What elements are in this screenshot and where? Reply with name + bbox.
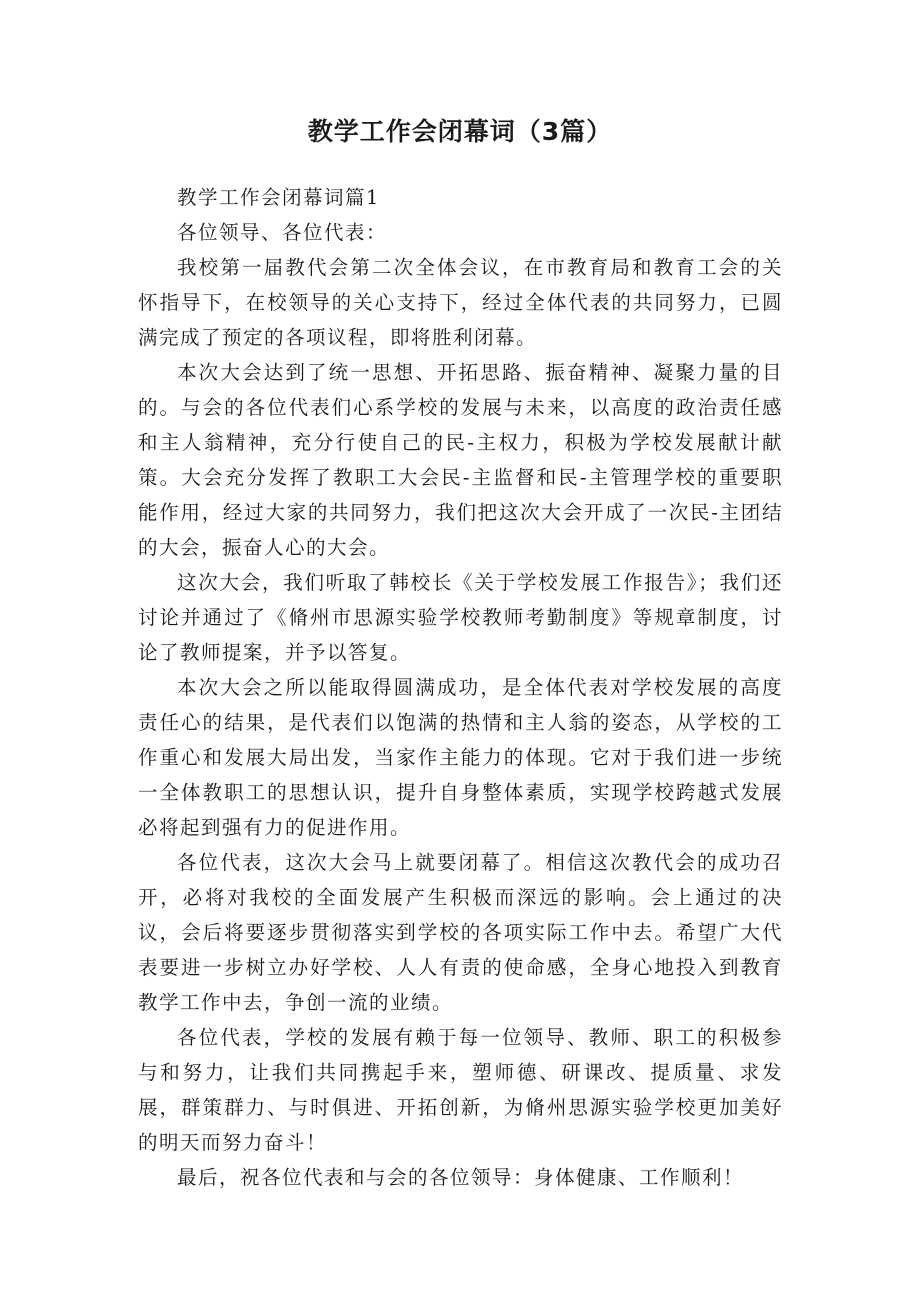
document-body [138, 180, 783, 1195]
body-paragraph: 我校第一届教代会第二次全体会议，在市教育局和教育工会的关怀指导下，在校领导的关心支持下，经过全体代表的共同努力，已圆满完成了预定的各项议程，即将胜利闭幕。 [138, 256, 783, 349]
document-title: 教学工作会闭幕词（3篇） [307, 117, 613, 146]
body-paragraph: 这次大会，我们听取了韩校长《关于学校发展工作报告》；我们还讨论并通过了《脩州市思源实验学校教师考勤制度》等规章制度，讨论了教师提案，并予以答复。 [138, 571, 783, 664]
closing-paragraph: 最后，祝各位代表和与会的各位领导：身体健康、工作顺利！ [177, 1166, 745, 1189]
body-paragraph: 各位代表，这次大会马上就要闭幕了。相信这次教代会的成功召开，必将对我校的全面发展产生积极而深远的影响。会上通过的决议，会后将要逐步贯彻落实到学校的各项实际工作中去。希望广大代表要进一步树立办好学校、人人有责的使命感，全身心地投入到教育教学工作中去，争创一流的业绩。 [138, 851, 783, 1014]
section-heading: 教学工作会闭幕词篇1 [177, 186, 380, 209]
body-paragraph: 本次大会之所以能取得圆满成功，是全体代表对学校发展的高度责任心的结果，是代表们以饱满的热情和主人翁的姿态，从学校的工作重心和发展大局出发，当家作主能力的体现。它对于我们进一步统一全体教职工的思想认识，提升自身整体素质，实现学校跨越式发展必将起到强有力的促进作用。 [138, 676, 783, 839]
body-paragraph: 本次大会达到了统一思想、开拓思路、振奋精神、凝聚力量的目的。与会的各位代表们心系学校的发展与未来，以高度的政治责任感和主人翁精神，充分行使自己的民-主权力，积极为学校发展献计献策。大会充分发挥了教职工大会民-主监督和民-主管理学校的重要职能作用，经过大家的共同努力，我们把这次大会开成了一次民-主团结的大会，振奋人心的大会。 [138, 361, 783, 559]
body-paragraph: 各位代表，学校的发展有赖于每一位领导、教师、职工的积极参与和努力，让我们共同携起手来，塑师德、研课改、提质量、求发展，群策群力、与时俱进、开拓创新，为脩州思源实验学校更加美好的明天而努力奋斗！ [138, 1026, 783, 1154]
salutation: 各位领导、各位代表： [177, 221, 388, 244]
